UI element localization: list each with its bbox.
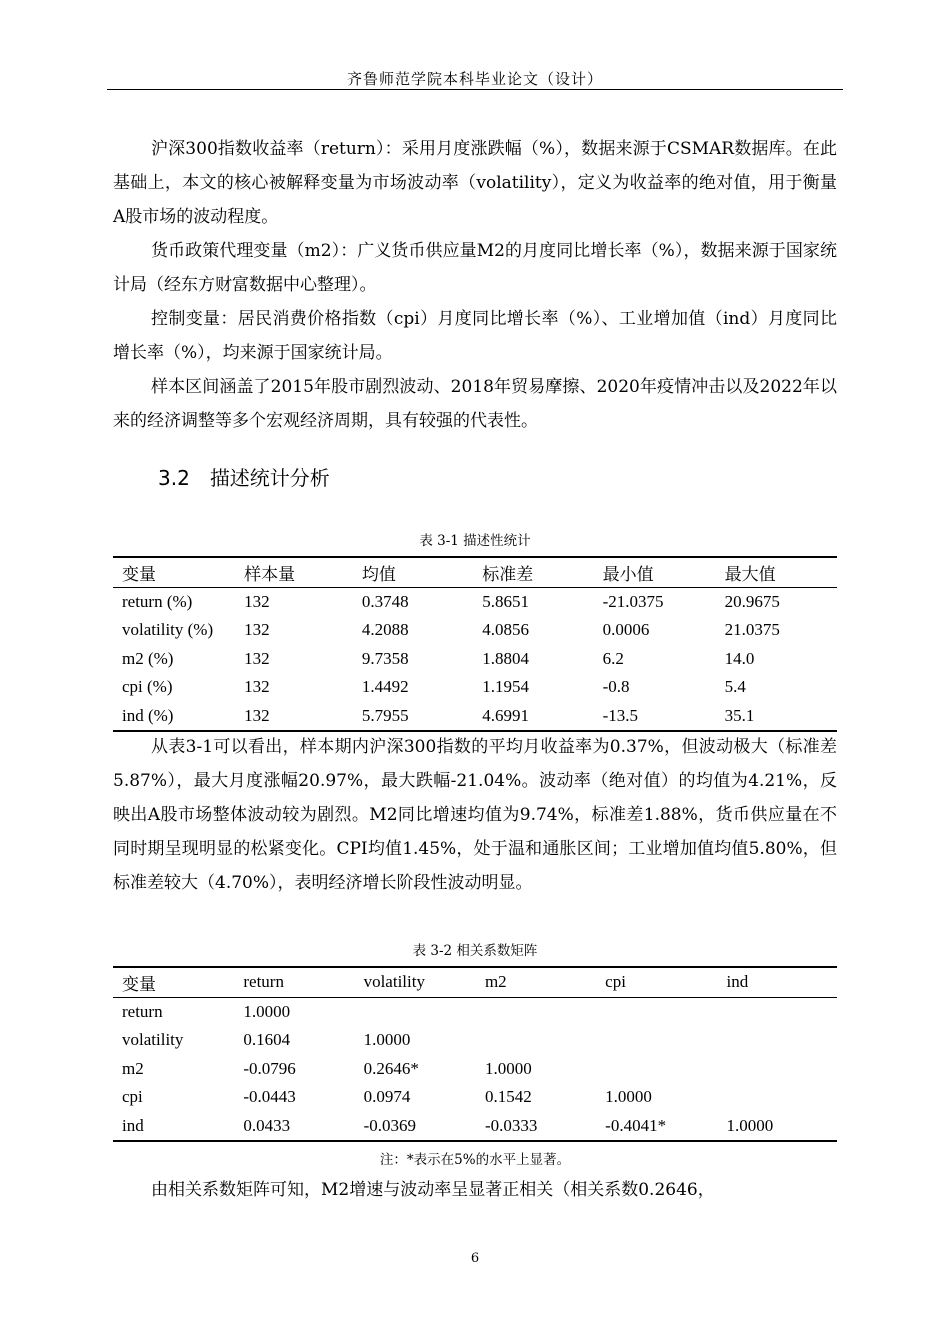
table-cell: return (%) [122,591,193,611]
table-cell: -0.8 [602,677,630,697]
table-cell: 1.8804 [482,648,529,668]
table-cell: 1.0000 [717,1112,837,1142]
table-cell: return [122,1001,163,1021]
header-cell: ind [717,967,837,997]
table-cell: 4.0856 [482,620,529,640]
table-cell: 4.2088 [361,620,409,640]
table-cell: -0.0443 [243,1087,296,1107]
table-cell: 0.0974 [363,1087,411,1107]
table-cell: 1.1954 [482,677,529,697]
table-cell: cpi (%) [122,677,173,697]
table-cell: 1.0000 [484,1058,532,1078]
table-cell: ind [113,1112,234,1142]
table-cell: 20.9675 [724,591,780,611]
table-cell: 35.1 [716,702,837,732]
table-cell [355,997,476,1026]
paragraph-sample: 样本区间涵盖了2015年股市剧烈波动、2018年贸易摩擦、2020年疫情冲击以及2022年以来的经济调整等多个宏观经济周期，具有较强的代表性。 [113,377,837,431]
header-cell: 变量 [113,557,235,587]
table-cell [476,1026,596,1055]
table-cell: 1.0000 [243,1001,291,1021]
table2-caption: 表 3-2 相关系数矩阵 [412,943,538,959]
paragraph-analysis: 从表3-1可以看出，样本期内沪深300指数的平均月收益率为0.37%，但波动极大（标准差5.87%），最大月度涨幅20.97%，最大跌幅-21.04%。波动率（绝对值）的均值为4.21%，反映出A股市场整体波动较为剧烈。M2同比增速均值为9.74%，标准差1.88%，货币供应量在不同时期呈现明显的松紧变化。CPI均值1.45%，处于温和通胀区间；工业增加值均值5.80%，但标准差较大（4.70%），表明经济增长阶段性波动明显。 [113,737,837,893]
table2-note: 注：*表示在5%的水平上显著。 [379,1152,571,1168]
section-heading [158,462,330,491]
analysis-paragraph-block [113,730,837,900]
table-cell [717,1083,837,1112]
table-cell: -0.4041* [596,1112,717,1142]
table-row [113,616,837,645]
header-cell: 最大值 [716,557,837,587]
paragraph-return: 沪深300指数收益率（return）：采用月度涨跌幅（%），数据来源于CSMAR数据库。在此基础上，本文的核心被解释变量为市场波动率（volatility），定义为收益率的绝对值，用于衡量A股市场的波动程度。 [113,139,837,227]
table-cell: 14.0 [724,648,755,668]
table-row [113,587,837,616]
table-row [113,702,837,732]
intro-paragraphs [113,132,837,438]
paragraph-controls: 控制变量：居民消费价格指数（cpi）月度同比增长率（%）、工业增加值（ind）月度同比增长率（%），均来源于国家统计局。 [113,309,837,363]
table-cell: -13.5 [594,702,716,732]
table-cell: 21.0375 [724,620,780,640]
header-cell: m2 [476,967,596,997]
table-row [113,1026,837,1055]
table-header-row [113,967,837,997]
section-number: 3.2 [158,466,190,490]
table-cell: m2 [122,1058,144,1078]
bottom-paragraph-block [113,1173,837,1207]
header-cell: 变量 [113,967,234,997]
header-cell: volatility [355,967,476,997]
table-cell: 132 [244,648,270,668]
table-cell: 5.4 [724,677,746,697]
table-cell: 1.0000 [605,1087,652,1107]
table-cell: -0.0333 [476,1112,596,1142]
table-cell: -0.0369 [355,1112,476,1142]
table-cell: 9.7358 [361,648,409,668]
paragraph-m2: 货币政策代理变量（m2）：广义货币供应量M2的月度同比增长率（%），数据来源于国家统计局（经东方财富数据中心整理）。 [113,241,837,295]
table-cell [717,1026,837,1055]
table-cell: 132 [235,702,353,732]
table-cell: volatility (%) [122,620,214,640]
running-header: 齐鲁师范学院本科毕业论文（设计） [346,70,603,88]
header-cell: 样本量 [235,557,353,587]
header-cell: return [234,967,354,997]
table-cell: cpi [122,1087,143,1107]
table-cell: 5.7955 [353,702,473,732]
correlation-matrix-table [113,966,837,1142]
header-cell: cpi [596,967,717,997]
table-cell [596,1026,717,1055]
table-header-row [113,557,837,587]
header-cell: 标准差 [473,557,593,587]
descriptive-stats-table [113,556,837,732]
table-row [113,1083,837,1112]
table-cell: ind (%) [113,702,235,732]
table1-caption: 表 3-1 描述性统计 [419,533,531,549]
header-cell: 均值 [353,557,473,587]
table-cell: 132 [244,620,270,640]
table-cell: 0.3748 [361,591,409,611]
table-cell: 0.0006 [602,620,650,640]
table-cell: 1.0000 [363,1030,411,1050]
table-cell: 6.2 [602,648,624,668]
table-cell [596,997,717,1026]
table-cell [717,997,837,1026]
table-cell: 5.8651 [482,591,529,611]
table-cell: 1.4492 [361,677,409,697]
table-cell [596,1055,717,1084]
table-cell: 0.2646* [363,1058,419,1078]
paragraph-correlation: 由相关系数矩阵可知，M2增速与波动率呈显著正相关（相关系数0.2646， [151,1180,715,1200]
table-cell: 132 [244,591,270,611]
table-row [113,673,837,702]
table-cell: 132 [244,677,270,697]
table-cell: 4.6991 [473,702,593,732]
header-rule [107,89,843,90]
header-cell: 最小值 [594,557,716,587]
table-cell: 0.1542 [484,1087,532,1107]
table-cell: 0.1604 [243,1030,291,1050]
table-cell [476,997,596,1026]
table-row [113,645,837,674]
page-number: 6 [470,1251,480,1266]
table-row [113,997,837,1026]
table-cell [717,1055,837,1084]
table-row [113,1112,837,1142]
table-cell: volatility [122,1030,184,1050]
table-cell: -0.0796 [243,1058,296,1078]
table-cell: 0.0433 [234,1112,354,1142]
table-cell: -21.0375 [602,591,664,611]
table-row [113,1055,837,1084]
table-cell: m2 (%) [122,648,174,668]
section-title: 描述统计分析 [209,466,330,490]
